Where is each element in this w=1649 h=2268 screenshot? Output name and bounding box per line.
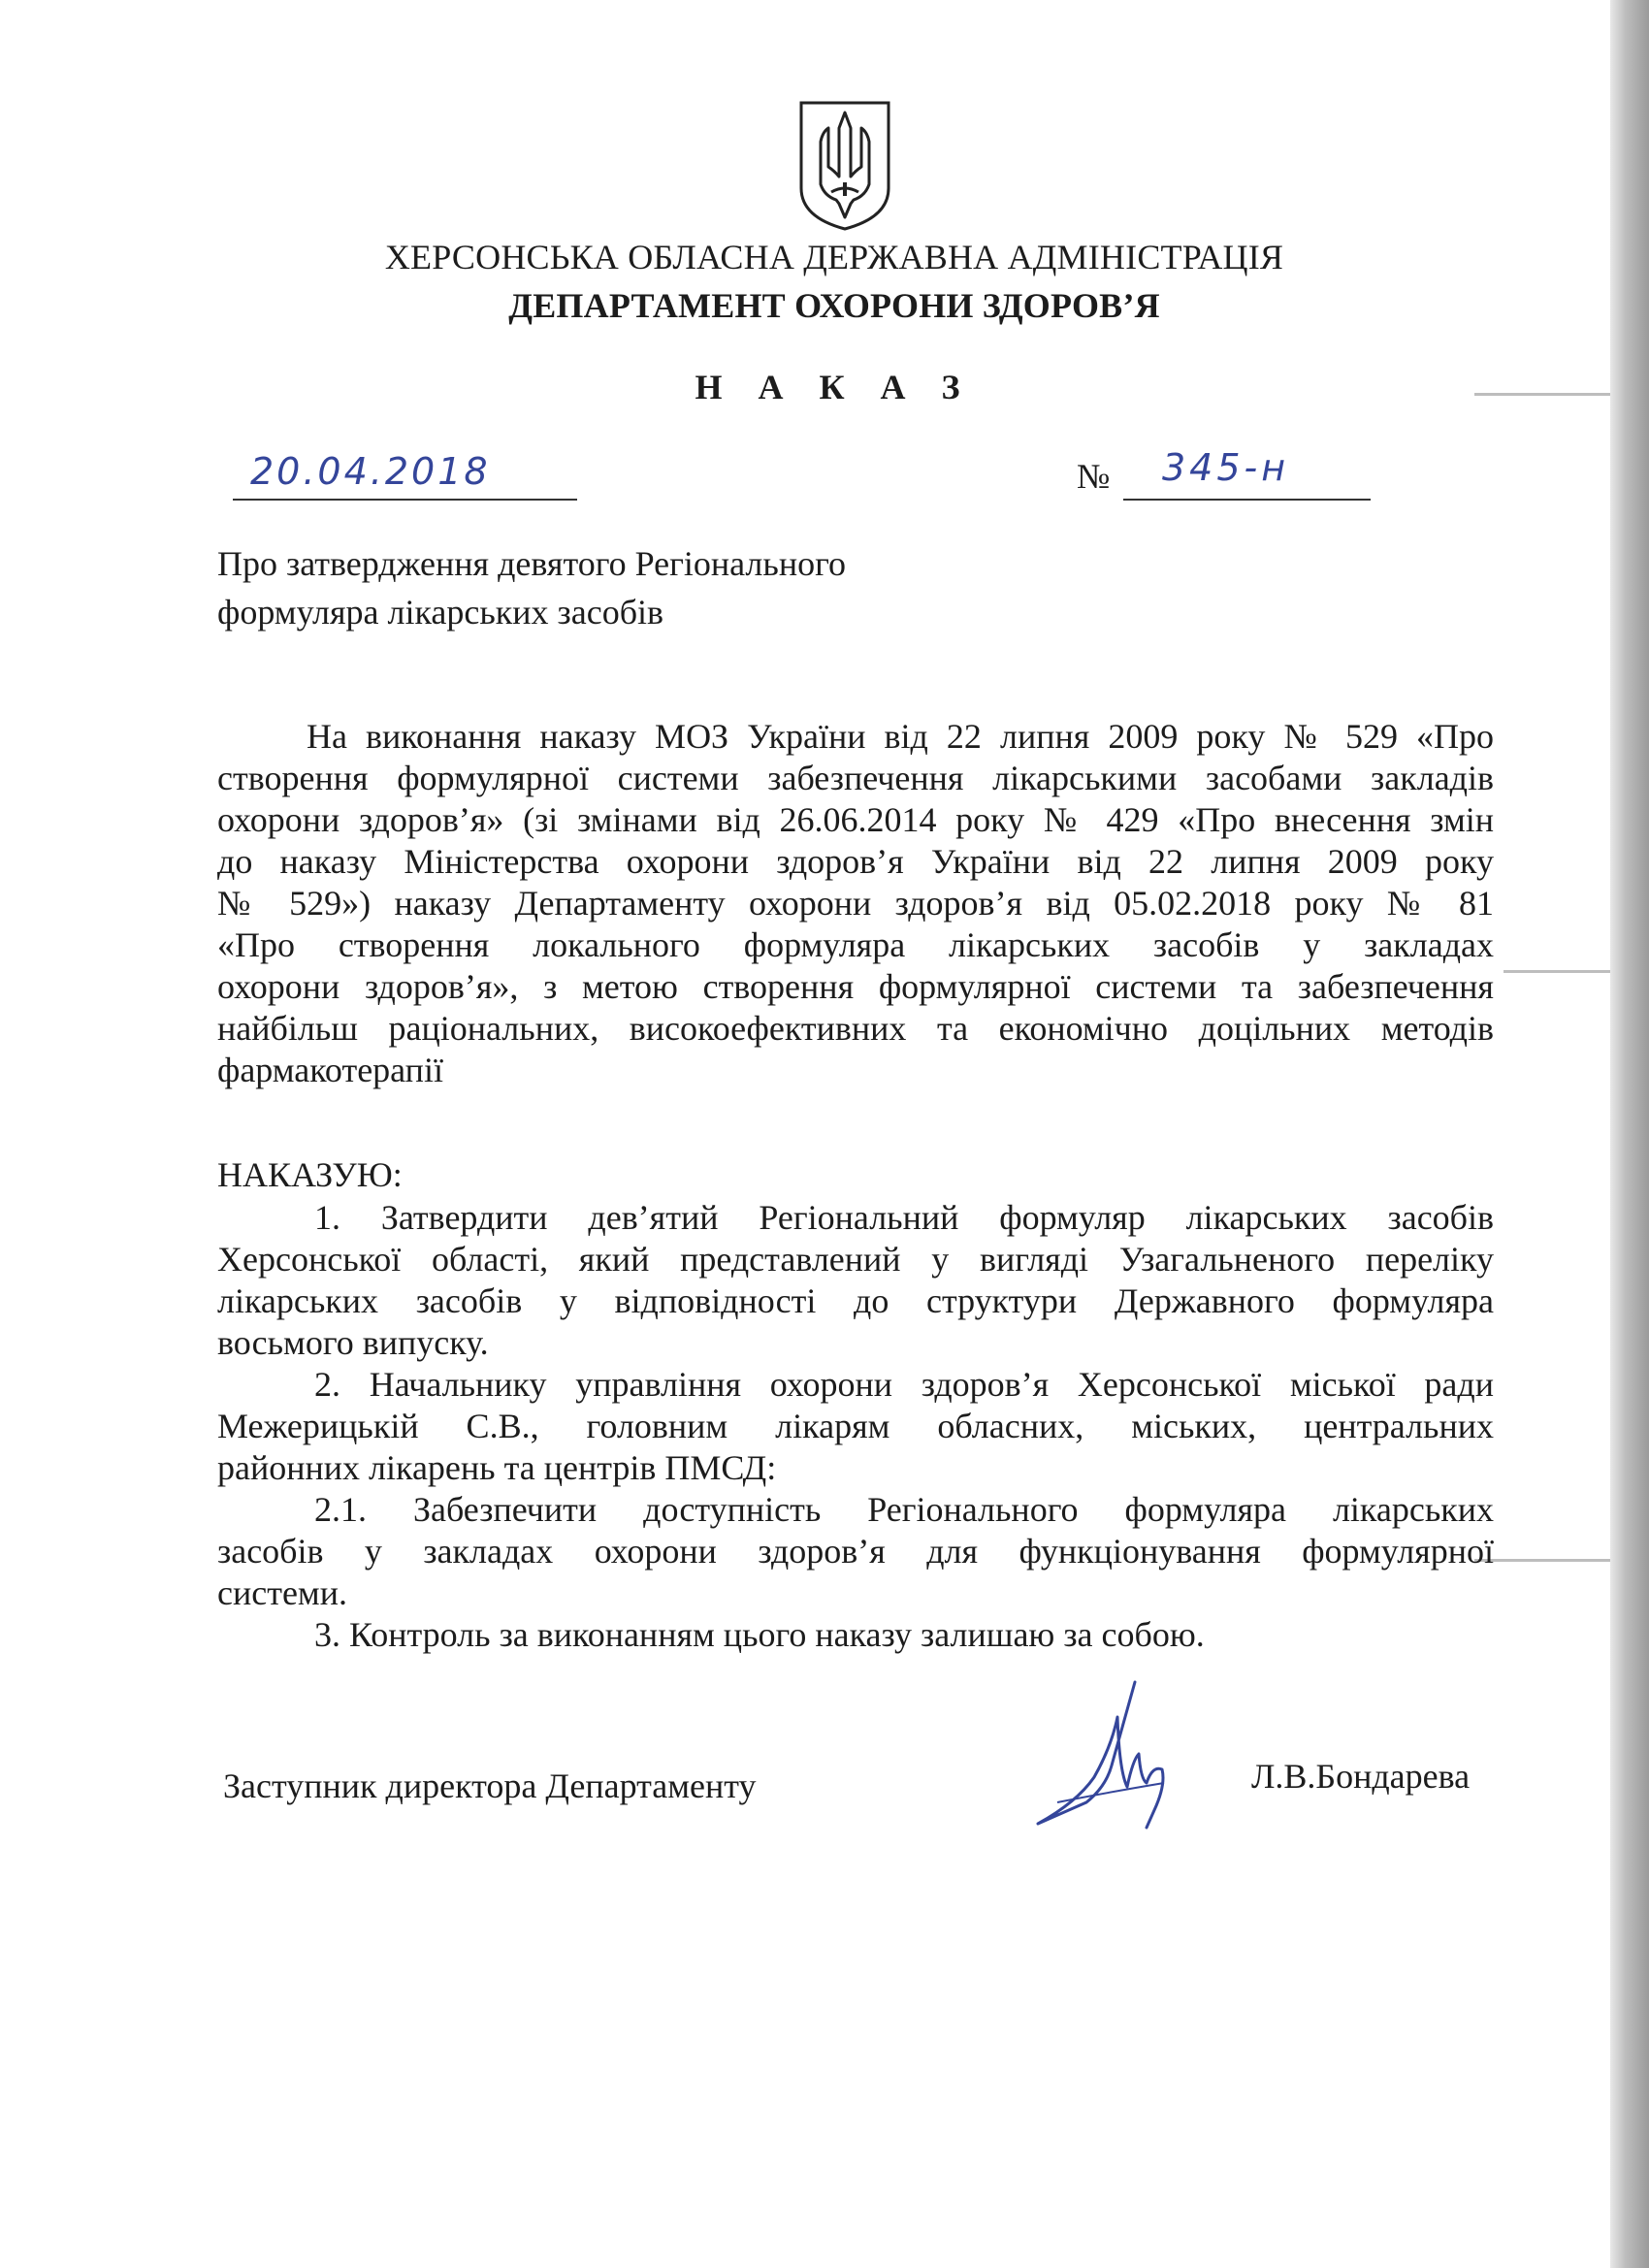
ukraine-coat-of-arms-emblem (797, 99, 892, 233)
item-line: районних лікарень та центрів ПМСД: (217, 1448, 777, 1487)
signer-title: Заступник директора Департаменту (223, 1766, 757, 1805)
item-line: 2. Начальнику управління охорони здоров’я Херсонської міської ради (314, 1365, 1494, 1404)
signer-name: Л.В.Бондарева (1251, 1757, 1471, 1796)
date-field (233, 446, 577, 501)
item-line: восьмого випуску. (217, 1323, 489, 1362)
order-subject (217, 539, 846, 636)
preamble-line: створення формулярної системи забезпечення лікарськими засобами закладів (217, 759, 1494, 797)
administration-name: ХЕРСОНСЬКА ОБЛАСНА ДЕРЖАВНА АДМІНІСТРАЦІЯ (384, 238, 1284, 276)
preamble-paragraph (217, 716, 1494, 1091)
number-sign: № (1077, 457, 1111, 496)
item-line: 3. Контроль за виконанням цього наказу залишаю за собою. (314, 1615, 1205, 1654)
preamble-line: охорони здоров’я», з метою створення формулярної системи та забезпечення (217, 967, 1494, 1006)
handwritten-number: 345-н (1162, 446, 1290, 489)
document-type-title: Н А К А З (695, 368, 974, 406)
preamble-line: найбільш раціональних, високоефективних та економічно доцільних методів (217, 1009, 1494, 1048)
preamble-line: «Про створення локального формуляра лікарських засобів у закладах (217, 925, 1494, 964)
subject-line: формуляра лікарських засобів (217, 593, 664, 632)
handwritten-date: 20.04.2018 (250, 450, 491, 493)
order-items (217, 1197, 1494, 1656)
number-field (1123, 446, 1371, 501)
item-line: Херсонської області, який представлений у вигляді Узагальненого переліку (217, 1240, 1494, 1279)
edge-shadow-line (1474, 1559, 1610, 1562)
scanned-page-edge (1610, 0, 1649, 2268)
item-line: лікарських засобів у відповідності до структури Державного формуляра (217, 1281, 1494, 1320)
handwritten-signature (1018, 1678, 1212, 1833)
item-line: Межерицькій С.В., головним лікарям обласних, міських, центральних (217, 1407, 1494, 1445)
order-word: НАКАЗУЮ: (217, 1155, 403, 1194)
preamble-line: охорони здоров’я» (зі змінами від 26.06.2014 року № 429 «Про внесення змін (217, 800, 1494, 839)
preamble-line: до наказу Міністерства охорони здоров’я України від 22 липня 2009 року (217, 842, 1494, 881)
item-line: засобів у закладах охорони здоров’я для функціонування формулярної (217, 1532, 1494, 1571)
edge-shadow-line (1504, 970, 1610, 973)
preamble-line: На виконання наказу МОЗ України від 22 липня 2009 року № 529 «Про (307, 717, 1494, 756)
preamble-line: № 529») наказу Департаменту охорони здоров’я від 05.02.2018 року № 81 (217, 884, 1494, 923)
item-line: системи. (217, 1573, 347, 1612)
department-name: ДЕПАРТАМЕНТ ОХОРОНИ ЗДОРОВ’Я (508, 286, 1160, 325)
subject-line: Про затвердження девятого Регіонального (217, 544, 846, 583)
preamble-line: фармакотерапії (217, 1051, 443, 1089)
item-line: 2.1. Забезпечити доступність Регіонального формуляра лікарських (314, 1490, 1494, 1529)
item-line: 1. Затвердити дев’ятий Регіональний формуляр лікарських засобів (314, 1198, 1494, 1237)
